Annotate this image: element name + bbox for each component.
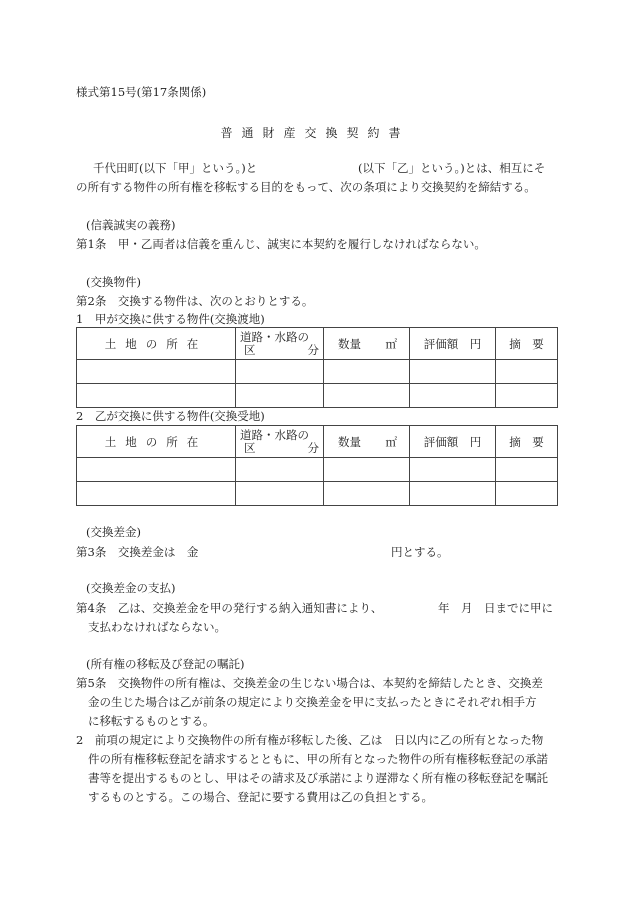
- form-number: 様式第15号(第17条関係): [76, 85, 207, 99]
- header-quantity-unit: ㎡: [385, 434, 397, 449]
- table-cell[interactable]: [496, 458, 558, 482]
- header-road-line1: 道路・水路の: [240, 427, 309, 442]
- header-road-ku: 区: [244, 342, 256, 357]
- header-quantity: [324, 328, 410, 360]
- preamble-line2: の所有する物件の所有権を移転する目的をもって、次の条項により交換契約を締結する。: [76, 180, 536, 194]
- table-cell[interactable]: [496, 360, 558, 384]
- table-cell[interactable]: [324, 458, 410, 482]
- header-road-category: [236, 426, 324, 458]
- header-location: 土地の所在: [77, 426, 236, 458]
- article5-p2-line3: 書等を提出するものとし、甲はその請求及び承諾により遅滞なく所有権の移転登記を嘱託: [88, 771, 548, 785]
- header-location: 土地の所在: [77, 328, 236, 360]
- header-quantity: [324, 426, 410, 458]
- exchange-table-2: [76, 425, 558, 506]
- article4-date: 年 月 日までに甲に: [438, 601, 553, 615]
- document-title: 普通財産交換契約書: [220, 126, 410, 140]
- header-road-bun: 分: [307, 440, 319, 455]
- article2-text: 第2条 交換する物件は、次のとおりとする。: [76, 294, 314, 308]
- header-road-line1: 道路・水路の: [240, 329, 309, 344]
- header-road-ku: 区: [244, 440, 256, 455]
- header-quantity-label: 数量: [338, 434, 361, 449]
- table-cell[interactable]: [236, 384, 324, 408]
- article4-text-a: 第4条 乙は、交換差金を甲の発行する納入通知書により、: [76, 601, 383, 615]
- table-row: [77, 384, 558, 408]
- table-cell[interactable]: [410, 458, 496, 482]
- article4-text-b: 支払わなければならない。: [88, 620, 226, 634]
- article1-heading: (信義誠実の義務): [86, 218, 176, 232]
- table-cell[interactable]: [236, 482, 324, 506]
- article3-heading: (交換差金): [86, 525, 141, 539]
- table-cell[interactable]: [410, 384, 496, 408]
- header-road-bun: 分: [307, 342, 319, 357]
- table-row: [77, 360, 558, 384]
- table-cell[interactable]: [324, 482, 410, 506]
- header-road-category: [236, 328, 324, 360]
- table-cell[interactable]: [496, 482, 558, 506]
- article3-text-a: 第3条 交換差金は 金: [76, 545, 199, 559]
- table-cell[interactable]: [77, 482, 236, 506]
- header-valuation: 評価額 円: [410, 426, 496, 458]
- table-cell[interactable]: [236, 458, 324, 482]
- table-header-row: [77, 328, 558, 360]
- article2-item1-label: 1 甲が交換に供する物件(交換渡地): [76, 312, 265, 326]
- header-valuation: 評価額 円: [410, 328, 496, 360]
- table-header-row: [77, 426, 558, 458]
- header-road-line2: [240, 344, 319, 357]
- exchange-table-1: [76, 327, 558, 408]
- preamble-line1-b: (以下「乙」という。)とは、相互にそ: [358, 161, 546, 175]
- article5-p1-line3: に移転するものとする。: [88, 714, 215, 728]
- article5-p2-line1: 2 前項の規定により交換物件の所有権が移転した後、乙は 日以内に乙の所有となった物: [76, 733, 544, 747]
- article2-heading: (交換物件): [86, 275, 141, 289]
- table-cell[interactable]: [496, 384, 558, 408]
- article5-p1-line2: 金の生じた場合は乙が前条の規定により交換差金を甲に支払ったときにそれぞれ相手方: [88, 695, 537, 709]
- header-road-line2: [240, 442, 319, 455]
- header-remarks: 摘 要: [496, 328, 558, 360]
- article2-item2-label: 2 乙が交換に供する物件(交換受地): [76, 409, 265, 423]
- article4-heading: (交換差金の支払): [86, 581, 176, 595]
- table-cell[interactable]: [324, 360, 410, 384]
- article5-p2-line2: 件の所有権移転登記を請求するとともに、甲の所有となった物件の所有権移転登記の承諾: [88, 752, 548, 766]
- article5-p2-line4: するものとする。この場合、登記に要する費用は乙の負担とする。: [88, 790, 433, 804]
- preamble-line1-a: 千代田町(以下「甲」という。)と: [93, 161, 258, 175]
- table-row: [77, 458, 558, 482]
- table-row: [77, 482, 558, 506]
- article1-text: 第1条 甲・乙両者は信義を重んじ、誠実に本契約を履行しなければならない。: [76, 237, 486, 251]
- table-cell[interactable]: [77, 360, 236, 384]
- table-cell[interactable]: [410, 482, 496, 506]
- table-cell[interactable]: [77, 458, 236, 482]
- header-quantity-unit: ㎡: [385, 336, 397, 351]
- table-cell[interactable]: [410, 360, 496, 384]
- article5-heading: (所有権の移転及び登記の嘱託): [86, 657, 245, 671]
- table-cell[interactable]: [324, 384, 410, 408]
- article5-p1-line1: 第5条 交換物件の所有権は、交換差金の生じない場合は、本契約を締結したとき、交換差: [76, 676, 543, 690]
- table-cell[interactable]: [236, 360, 324, 384]
- header-quantity-label: 数量: [338, 336, 361, 351]
- table-cell[interactable]: [77, 384, 236, 408]
- header-remarks: 摘 要: [496, 426, 558, 458]
- article3-text-b: 円とする。: [391, 545, 449, 559]
